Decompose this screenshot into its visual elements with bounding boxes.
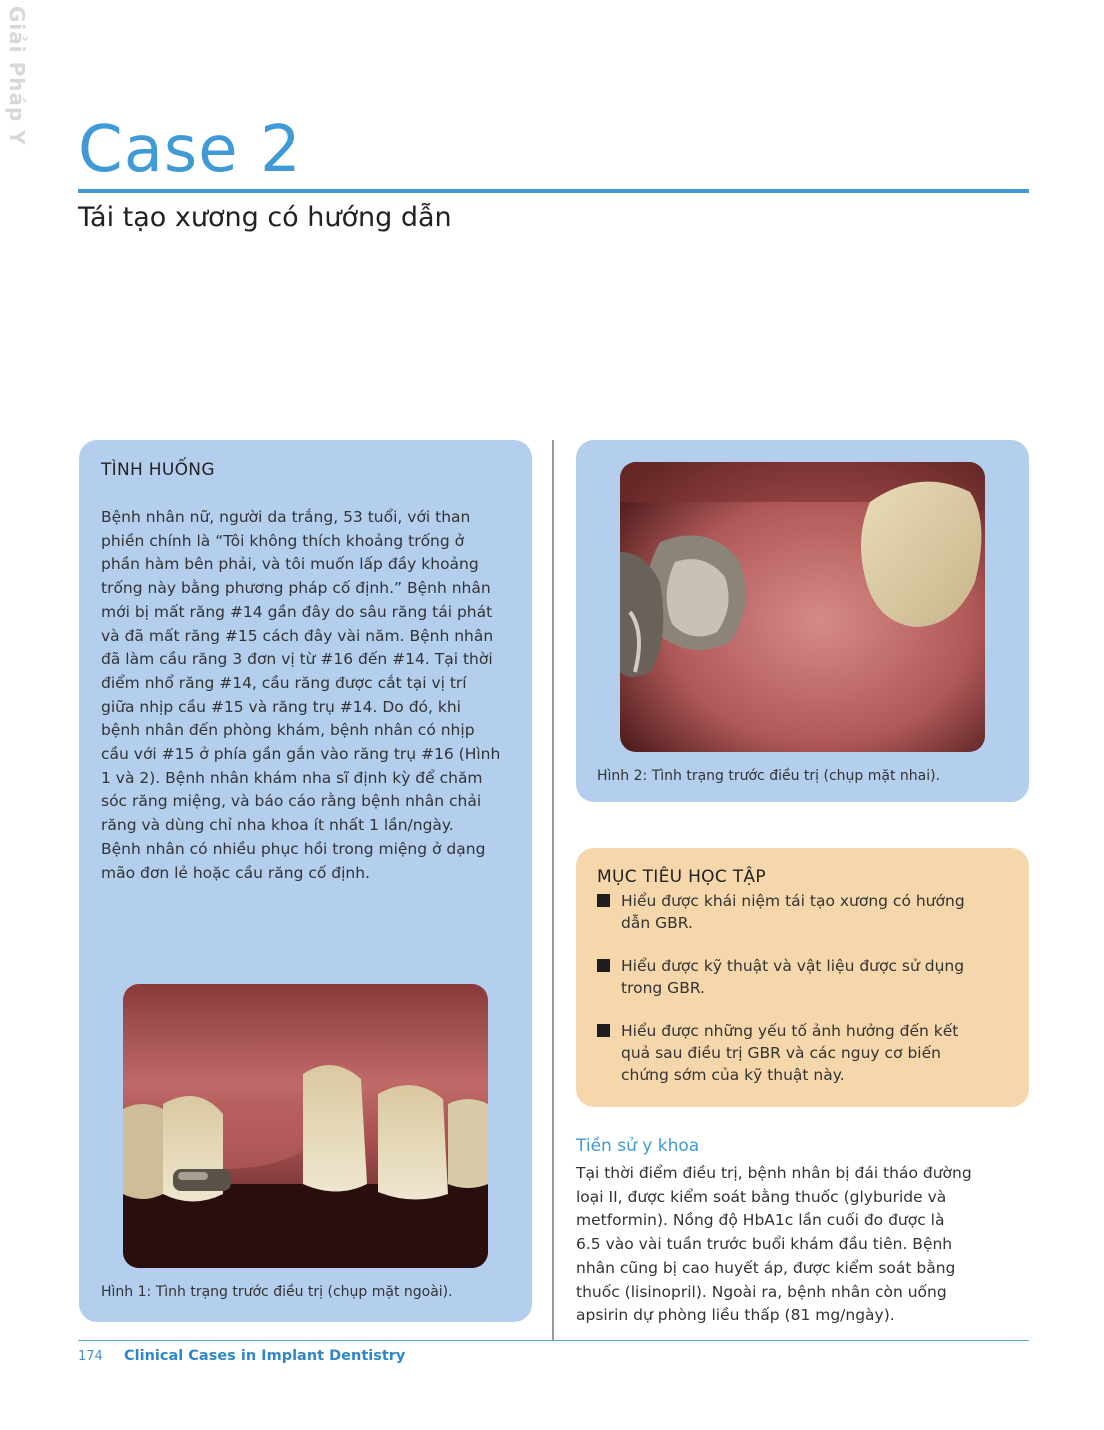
figure-1-photo: [123, 984, 488, 1268]
title-rule: [78, 189, 1029, 193]
text-line: metformin). Nồng độ HbA1c lần cuối đo được là: [576, 1211, 945, 1230]
watermark: Giải Pháp Y: [5, 6, 29, 146]
text-line: nhân cũng bị cao huyết áp, được kiểm soát bằng: [576, 1258, 956, 1277]
text-line: thuốc (lisinopril). Ngoài ra, bệnh nhân còn uống: [576, 1282, 947, 1301]
objective-item: [597, 890, 997, 934]
square-bullet-icon: [597, 1024, 610, 1037]
text-line: điểm nhổ răng #14, cầu răng được cắt tại vị trí: [101, 673, 467, 692]
text-line: trống này bằng phương pháp cố định.” Bệnh nhân: [101, 579, 491, 598]
objective-line: trong GBR.: [621, 979, 705, 997]
objective-item: [597, 955, 997, 999]
text-line: và đã mất răng #15 cách đây vài năm. Bệnh nhân: [101, 626, 494, 645]
text-line: phần hàm bên phải, và tôi muốn lấp đầy khoảng: [101, 555, 479, 574]
figure-1-caption: Hình 1: Tình trạng trước điều trị (chụp mặt ngoài).: [101, 1284, 453, 1300]
text-line: răng và dùng chỉ nha khoa ít nhất 1 lần/ngày.: [101, 816, 454, 835]
situation-heading: TÌNH HUỐNG: [101, 460, 215, 480]
text-line: đã làm cầu răng 3 đơn vị từ #16 đến #14. Tại thời: [101, 650, 493, 669]
medical-history-text: [576, 1162, 1016, 1328]
text-line: bệnh nhân đến phòng khám, bệnh nhân có nhịp: [101, 721, 475, 740]
objective-line: dẫn GBR.: [621, 914, 693, 932]
text-line: giữa nhịp cầu #15 và răng trụ #14. Do đó, khi: [101, 697, 461, 716]
figure-2-photo: [620, 462, 985, 752]
book-title: Clinical Cases in Implant Dentistry: [124, 1348, 406, 1364]
footer-rule: [78, 1340, 1029, 1341]
text-line: sóc răng miệng, và báo cáo rằng bệnh nhân chải: [101, 792, 482, 811]
square-bullet-icon: [597, 894, 610, 907]
text-line: 1 và 2). Bệnh nhân khám nha sĩ định kỳ để chăm: [101, 768, 483, 787]
objective-item: [597, 1020, 997, 1086]
text-line: phiền chính là “Tôi không thích khoảng trống ở: [101, 531, 465, 550]
objectives-list: [597, 890, 997, 1107]
text-line: Bệnh nhân nữ, người da trắng, 53 tuổi, với than: [101, 508, 471, 526]
figure-2-caption: Hình 2: Tình trạng trước điều trị (chụp mặt nhai).: [597, 768, 941, 784]
objective-line: Hiểu được kỹ thuật và vật liệu được sử dụng: [621, 957, 965, 975]
text-line: apsirin dự phòng liều thấp (81 mg/ngày).: [576, 1306, 895, 1325]
page-number: 174: [78, 1349, 103, 1364]
objective-line: Hiểu được khái niệm tái tạo xương có hướng: [621, 892, 965, 910]
objectives-heading: MỤC TIÊU HỌC TẬP: [597, 867, 766, 887]
objective-line: quả sau điều trị GBR và các nguy cơ biến: [621, 1044, 941, 1062]
column-divider: [552, 440, 554, 1340]
text-line: Tại thời điểm điều trị, bệnh nhân bị đái tháo đường: [576, 1164, 972, 1182]
objective-line: chứng sớm của kỹ thuật này.: [621, 1066, 845, 1084]
objective-line: Hiểu được những yếu tố ảnh hưởng đến kết: [621, 1022, 959, 1040]
situation-text: [101, 506, 521, 885]
text-line: mão đơn lẻ hoặc cầu răng cố định.: [101, 863, 370, 882]
case-title: Case 2: [78, 113, 302, 187]
text-line: loại II, được kiểm soát bằng thuốc (glyburide và: [576, 1187, 947, 1206]
text-line: Bệnh nhân có nhiều phục hồi trong miệng ở dạng: [101, 839, 486, 858]
square-bullet-icon: [597, 959, 610, 972]
medical-history-heading: Tiền sử y khoa: [576, 1136, 700, 1156]
text-line: cầu với #15 ở phía gần gắn vào răng trụ #16 (Hình: [101, 745, 501, 764]
text-line: mới bị mất răng #14 gần đây do sâu răng tái phát: [101, 602, 493, 621]
case-subtitle: Tái tạo xương có hướng dẫn: [78, 202, 452, 233]
text-line: 6.5 vào vài tuần trước buổi khám đầu tiên. Bệnh: [576, 1235, 953, 1254]
